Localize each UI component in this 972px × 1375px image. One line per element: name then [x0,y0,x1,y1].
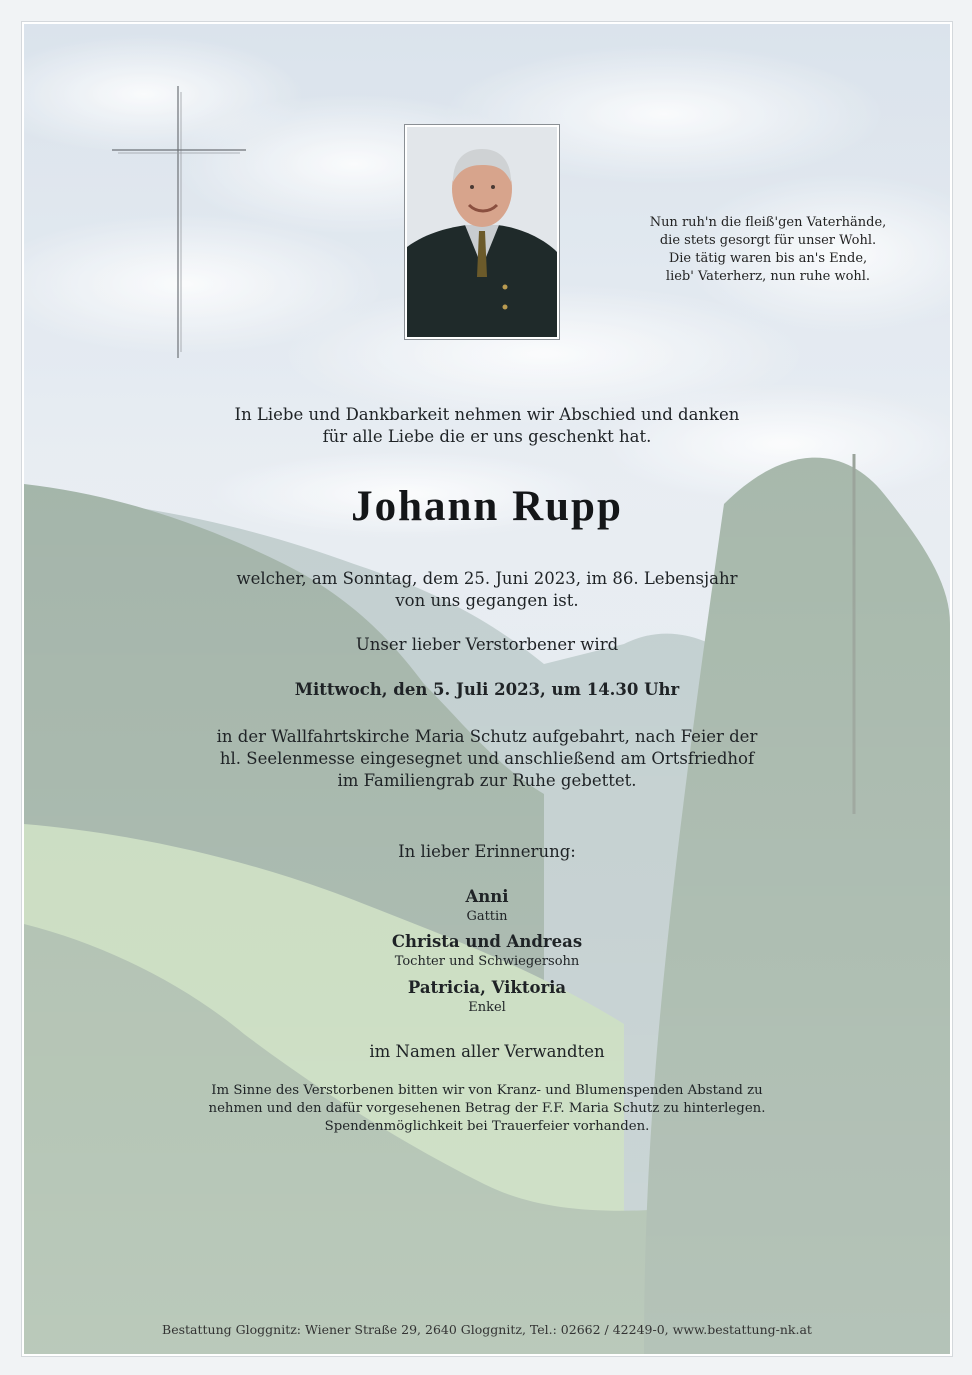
intro-text [24,404,950,448]
announcement-text: Unser lieber Verstorbener wird [355,635,619,654]
intro-line: In Liebe und Dankbarkeit nehmen wir Abschied und danken [234,405,740,424]
funeral-date-time: Mittwoch, den 5. Juli 2023, um 14.30 Uhr [294,680,680,699]
poem-line: lieb' Vaterherz, nun ruhe wohl. [665,269,871,284]
mourner-name: Anni [465,887,509,906]
ceremony-text [24,726,950,792]
remembrance-heading: In lieber Erinnerung: [398,842,576,861]
passing-text [24,568,950,612]
ceremony-line: im Familiengrab zur Ruhe gebettet. [337,771,637,790]
poem-line: die stets gesorgt für unser Wohl. [659,233,877,248]
mourner-name: Christa und Andreas [391,932,583,951]
donation-line: Spendenmöglichkeit bei Trauerfeier vorhanden. [324,1119,650,1134]
mourner-name: Patricia, Viktoria [407,978,567,997]
donation-line: Im Sinne des Verstorbenen bitten wir von Kranz- und Blumenspenden Abstand zu [211,1083,763,1098]
intro-line: für alle Liebe die er uns geschenkt hat. [322,427,652,446]
page-frame [22,22,952,1356]
mourner-relation: Enkel [468,1000,506,1015]
mourner-relation: Gattin [466,909,508,924]
poem-line: Die tätig waren bis an's Ende, [668,251,868,266]
funeral-home-footer: Bestattung Gloggnitz: Wiener Straße 29, 2640 Gloggnitz, Tel.: 02662 / 42249-0, www.bestattung-nk.at [162,1322,812,1337]
ceremony-line: hl. Seelenmesse eingesegnet und anschließend am Ortsfriedhof [219,749,755,768]
passing-line: von uns gegangen ist. [395,591,579,610]
donation-note [184,1082,790,1136]
relatives-line: im Namen aller Verwandten [369,1042,605,1061]
donation-line: nehmen und den dafür vorgesehenen Betrag der F.F. Maria Schutz zu hinterlegen. [208,1101,766,1116]
deceased-name: Johann Rupp [351,483,623,530]
passing-line: welcher, am Sonntag, dem 25. Juni 2023, im 86. Lebensjahr [236,569,738,588]
mourner-relation: Tochter und Schwiegersohn [394,954,580,969]
obituary-text [24,24,950,1354]
ceremony-line: in der Wallfahrtskirche Maria Schutz aufgebahrt, nach Feier der [216,727,758,746]
poem-line: Nun ruh'n die fleiß'gen Vaterhände, [649,215,887,230]
